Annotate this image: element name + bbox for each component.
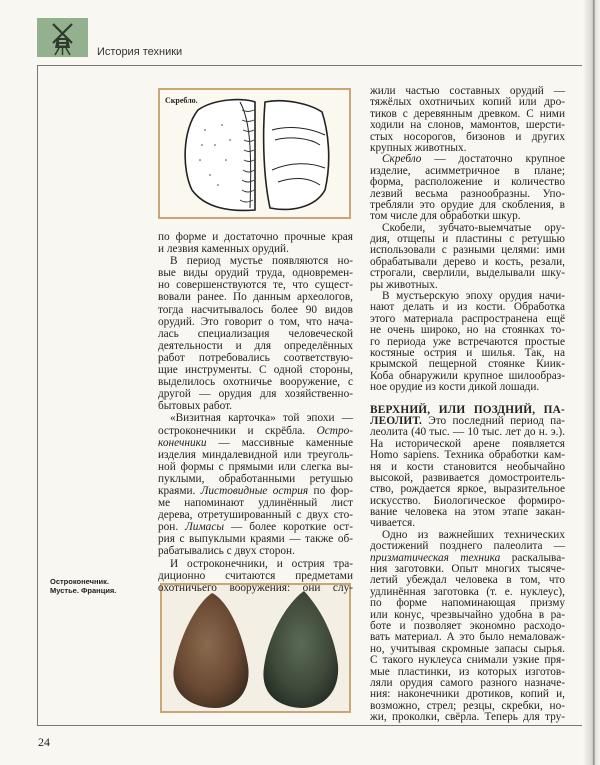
text-run: ния заготовки. Опыт многих тысяче- — [370, 563, 565, 576]
text-run: На исторической арене появляется — [370, 437, 565, 450]
text-run: пуклыми, обработанными ретушью — [158, 472, 353, 485]
text-run: рия с выпуклыми краями — также об- — [158, 533, 353, 546]
caption-line: Остроконечник. — [50, 577, 109, 586]
frame-bottom-rule — [37, 725, 582, 726]
text-run: вание человека на этом этапе закан- — [370, 506, 565, 519]
text-line — [158, 376, 353, 388]
text-run: использовали с разными целями: ими — [370, 244, 565, 257]
text-line — [370, 712, 565, 723]
text-run: форма, расположение и количество — [370, 176, 565, 189]
text-run: го периода уже встречаются простые — [370, 335, 565, 348]
text-line — [158, 570, 353, 582]
scraper-illustration — [160, 90, 349, 217]
text-run: чивается. — [370, 517, 416, 530]
text-run: ня и кости становится необычайно — [370, 460, 565, 473]
text-run: ме напоминают удлинённый лист — [158, 497, 353, 510]
text-line — [158, 231, 353, 243]
text-run: ляли орудия самого разного назначе- — [370, 676, 565, 689]
text-run: — достаточно крупное — [421, 153, 565, 166]
point-figure-caption — [50, 577, 116, 595]
text-run: по форме напоминающая призму — [370, 597, 565, 610]
text-line — [370, 382, 565, 393]
text-line — [158, 255, 353, 267]
text-run: вые виды орудий труда, одновремен- — [158, 267, 353, 280]
paragraph — [370, 86, 565, 154]
text-run: И остроконечники, и острия тра- — [170, 557, 353, 570]
text-run: Это последний период па- — [422, 414, 565, 427]
stone-point-left — [173, 593, 248, 708]
text-line — [158, 558, 353, 570]
text-run: — более короткие ост- — [223, 521, 353, 534]
text-line — [158, 279, 353, 291]
text-run: Homo sapiens. Техника обработки кам- — [370, 449, 565, 462]
paragraph — [158, 255, 353, 412]
text-run: остроконечники и скрёбла. — [158, 424, 317, 437]
italic-term: Скребло — [382, 153, 422, 166]
paragraph — [370, 291, 565, 394]
text-line — [158, 461, 353, 473]
frame-left-rule — [37, 65, 38, 726]
text-line — [158, 316, 353, 328]
stone-point-photo — [160, 583, 351, 713]
text-run: летий убеждал человека в том, что — [370, 574, 565, 587]
text-run: В мустьерскую эпоху орудия начи- — [382, 290, 565, 303]
text-run: Коба обнаружили крупное шилообраз- — [370, 369, 565, 382]
text-run: рон. — [158, 521, 186, 534]
text-line — [158, 400, 353, 412]
text-line — [158, 243, 353, 255]
middle-text-column — [158, 231, 353, 594]
text-run: ходили на слонов, мамонтов, шерсти- — [370, 119, 565, 132]
text-run: удлинённая заготовка (т. е. нуклеус), — [370, 585, 565, 598]
italic-term: Листовидные острия — [200, 484, 309, 497]
text-run: достижений позднего палеолита — — [370, 540, 565, 553]
text-run: выделилось охотничье вооружение, с — [158, 376, 353, 389]
text-run: охотничьего вооружения: они слу- — [158, 581, 353, 594]
text-line — [158, 497, 353, 509]
stone-point-right — [263, 591, 338, 708]
text-run: крупных животных. — [370, 141, 467, 154]
running-header-title: История техники — [97, 46, 183, 58]
italic-term: конечники — [158, 436, 207, 449]
text-run: искусство. Биологическое формиро- — [370, 494, 565, 507]
text-line — [158, 425, 353, 437]
paragraph — [370, 530, 565, 724]
paragraph — [370, 223, 565, 291]
text-line — [158, 582, 353, 594]
text-run: другой — орудия для хозяйственно- — [158, 388, 353, 401]
text-run: мые пластинки, из которых изготов- — [370, 665, 565, 678]
page-number: 24 — [38, 735, 50, 749]
text-run: краями. — [158, 484, 201, 497]
text-run: или конус, чрезвычайно удобна в ра- — [370, 608, 565, 621]
text-run: дия, отщепы и пластины с ретушью — [370, 233, 565, 246]
section-heading-run: ВЕРХНИЙ, ИЛИ ПОЗДНИЙ, ПА- — [370, 403, 565, 416]
text-line — [158, 412, 353, 424]
paragraph — [370, 154, 565, 222]
text-run: Скобели, зубчато-выемчатые ору- — [382, 221, 565, 234]
text-run: тогда насчитывалось более 90 видов — [158, 303, 353, 316]
text-line — [158, 267, 353, 279]
text-run: ния: наконечники дротиков, копий и, — [370, 688, 565, 701]
paragraph — [158, 231, 353, 255]
text-run: орудий. Это говорит о том, что нача- — [158, 315, 353, 328]
text-run: ное орудие из кости дикой лошади. — [370, 381, 540, 394]
text-run: обрабатывали дерево и кость, резали, — [370, 255, 565, 268]
text-run: костяные острия и шилья. Так, на — [370, 346, 565, 359]
text-run: изделие, асимметричное в плане; — [370, 164, 565, 177]
text-run: высокой, развивается домостроитель- — [370, 471, 565, 484]
text-run: не очень широко, но на стоянках то- — [370, 324, 565, 337]
text-run: изделия миндалевидной или треуголь- — [158, 448, 353, 461]
text-run: леолита (40 тыс. — 10 тыс. лет до н. э.). — [370, 426, 565, 439]
text-line — [158, 340, 353, 352]
text-line — [158, 473, 353, 485]
text-run: возможно, стрел; резцы, скребки, но- — [370, 699, 565, 712]
text-line — [158, 545, 353, 557]
text-run: тяжёлых охотничьих копий или дро- — [370, 96, 565, 109]
text-run: В период мустье появляются но- — [170, 255, 353, 268]
italic-term: Лимасы — [185, 521, 224, 534]
text-run: раскалыва- — [500, 551, 565, 564]
text-run: тиков с деревянным древком. С ними — [370, 107, 565, 120]
text-run: этого материала распространена ещё — [370, 312, 565, 325]
text-run: по фор- — [308, 484, 353, 497]
text-run: но, учитывая скромные запасы сырья. — [370, 642, 565, 655]
text-line — [158, 509, 353, 521]
scraper-drawing-figure — [158, 88, 351, 219]
text-run: ры животных. — [370, 278, 438, 291]
text-line — [158, 533, 353, 545]
text-line — [158, 328, 353, 340]
text-run: и лезвия каменных орудий. — [158, 243, 289, 256]
section-heading-run: ЛЕОЛИТ. — [370, 414, 423, 427]
text-run: Одно из важнейших технических — [382, 528, 565, 541]
text-run: боте и позволяет экономно расходо- — [370, 619, 565, 632]
text-line — [158, 388, 353, 400]
book-gutter-shadow — [583, 0, 600, 765]
text-line — [158, 291, 353, 303]
paragraph — [158, 412, 353, 557]
italic-term: Остро- — [316, 424, 353, 437]
text-line — [158, 437, 353, 449]
frame-top-rule — [37, 65, 582, 66]
text-run: диционно считаются предметами — [158, 569, 353, 582]
right-text-column — [370, 86, 565, 723]
text-run: вовали ранее. По данным археологов, — [158, 291, 353, 304]
text-run: «Визитная карточка» той эпохи — — [170, 412, 353, 425]
text-run: деятельности и для определённых — [158, 339, 353, 352]
italic-term: призматическая техника — [370, 551, 501, 564]
text-run: жи, проколки, свёрла. Теперь для тру- — [370, 711, 565, 724]
text-run: вать материал. А это было немаловаж- — [370, 631, 565, 644]
text-run: том числе для обработки шкур. — [370, 210, 521, 223]
text-run: ной формы с прямыми или слегка вы- — [158, 460, 353, 473]
text-run: рабатывались с двух сторон. — [158, 545, 295, 558]
text-line — [158, 521, 353, 533]
text-line — [158, 364, 353, 376]
text-run: требляли это орудие для скобления, в — [370, 198, 565, 211]
paragraph — [158, 558, 353, 594]
figure-caption: Скребло. — [165, 96, 198, 105]
text-run: нают делать и из кости. Обработка — [370, 301, 565, 314]
text-run: строгали, сверлили, выделывали шку- — [370, 267, 565, 280]
text-run: лась специализация человеческой — [158, 327, 353, 340]
text-run: по форме и достаточно прочные края — [158, 231, 353, 243]
text-run: бытовых работ. — [158, 400, 232, 413]
text-run: С такого нуклеуса снимали узкие пря- — [370, 654, 565, 667]
text-run: — массивные каменные — [206, 436, 353, 449]
caption-line: Мустье. Франция. — [50, 586, 117, 595]
text-run: работ потребовались соответствую- — [158, 351, 353, 364]
text-line — [158, 485, 353, 497]
text-run: жили частью составных орудий — — [370, 85, 565, 97]
text-run: лезвий весьма разнообразны. Упо- — [370, 187, 565, 200]
text-line — [158, 449, 353, 461]
text-run: но совершенствуются те, что сущест- — [158, 279, 353, 292]
text-run: ство, рождается яркое, выразительное — [370, 483, 565, 496]
windmill-icon — [37, 18, 88, 57]
paragraph — [370, 405, 565, 530]
text-run: щие инструменты. С одной стороны, — [158, 364, 353, 377]
text-run: крымской пещерной стоянке Киик- — [370, 358, 565, 371]
text-line — [158, 352, 353, 364]
text-run: стых носорогов, бизонов и других — [370, 130, 565, 143]
text-run: дерева, отретушированный с двух сто- — [158, 509, 353, 522]
text-line — [158, 304, 353, 316]
